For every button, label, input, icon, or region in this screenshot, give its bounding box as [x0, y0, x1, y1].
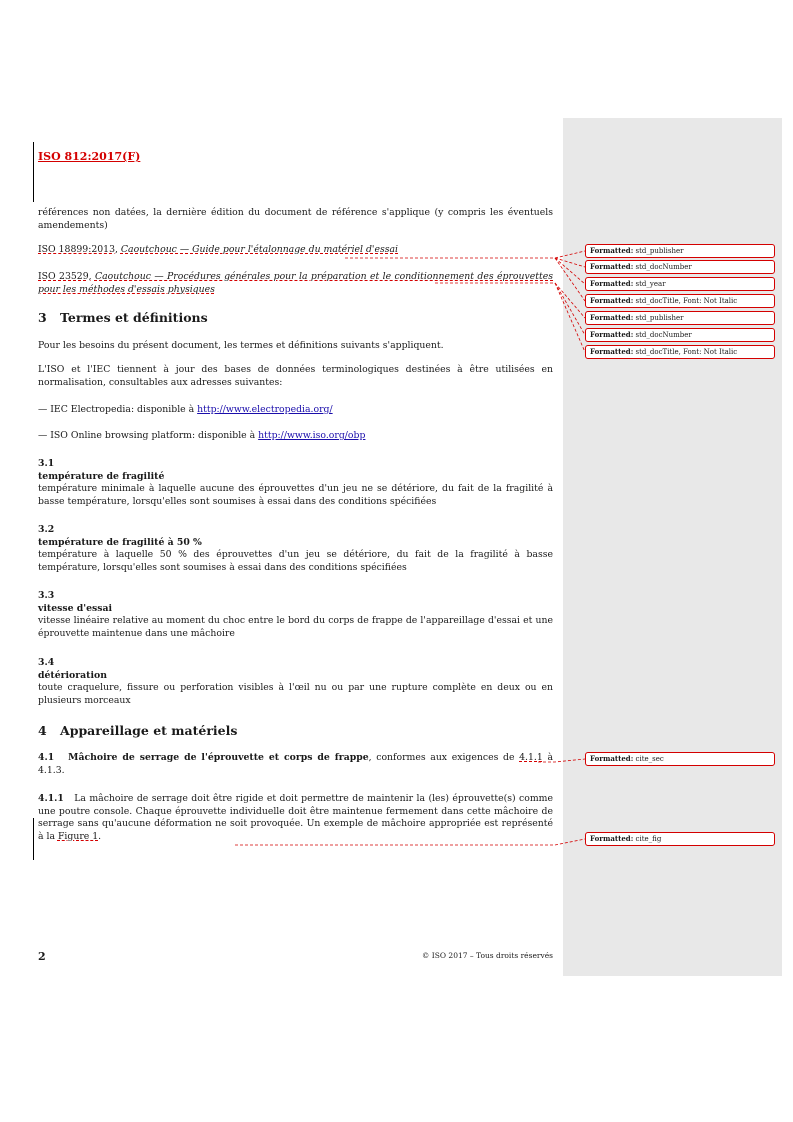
- clause-4-1: [38, 752, 553, 777]
- section-3-title: Termes et définitions: [60, 310, 208, 325]
- term-definition: température minimale à laquelle aucune des éprouvettes d'un jeu ne se détériore, du fait de la fragilité à basse température, lorsqu'elles sont soumises à essai dans des conditions spécifiées: [38, 483, 553, 507]
- term-name: vitesse d'essai: [38, 602, 113, 614]
- bullet-electropedia-text: — IEC Electropedia: disponible à: [38, 404, 198, 415]
- comment-box[interactable]: [585, 311, 775, 325]
- term-name: température de fragilité à 50 %: [38, 536, 202, 548]
- comment-label: Formatted:: [590, 347, 634, 356]
- term-3-1: [38, 458, 553, 508]
- comment-label: Formatted:: [590, 313, 634, 322]
- clause-4-1-1-number: 4.1.1: [38, 793, 64, 804]
- section-4-title: Appareillage et matériels: [60, 723, 238, 738]
- electropedia-link[interactable]: http://www.electropedia.org/: [197, 404, 333, 415]
- clause-4-1-title: Mâchoire de serrage de l'éprouvette et corps de frappe: [68, 752, 369, 763]
- section-3-paragraph-1: Pour les besoins du présent document, les termes et définitions suivants s'appliquent.: [38, 340, 444, 351]
- intro-paragraph: références non datées, la dernière édition du document de référence s'applique (y compris les éventuels amendements): [38, 207, 553, 231]
- clause-4-1-1: [38, 793, 553, 843]
- comment-label: Formatted:: [590, 279, 634, 288]
- term-number: 3.4: [38, 657, 55, 668]
- figure-reference: Figure 1: [57, 830, 99, 842]
- comment-value: cite_sec: [635, 755, 664, 763]
- comment-box[interactable]: [585, 294, 775, 308]
- reference-iso-18899: [38, 244, 553, 257]
- clause-4-1-reference: 4.1.1: [519, 752, 543, 763]
- ref2-number: ISO 23529,: [38, 271, 92, 282]
- comment-box[interactable]: [585, 328, 775, 342]
- comment-label: Formatted:: [590, 754, 634, 763]
- comment-label: Formatted:: [590, 330, 634, 339]
- term-3-2: [38, 524, 553, 574]
- section-4-heading: [38, 723, 237, 738]
- ref1-number: ISO 18899:2013,: [38, 244, 118, 255]
- comment-value: std_docNumber: [635, 263, 692, 271]
- comment-value: std_docNumber: [635, 331, 692, 339]
- comment-label: Formatted:: [590, 296, 634, 305]
- term-definition: température à laquelle 50 % des éprouvettes d'un jeu se détériore, du fait de la fragilité à basse température, lorsqu'elles sont soumises à essai dans des conditions spécifiées: [38, 549, 553, 573]
- section-3-number: 3: [38, 310, 47, 325]
- comment-value: std_year: [635, 280, 666, 288]
- term-name: température de fragilité: [38, 470, 165, 482]
- clause-4-1-1-end: .: [98, 830, 102, 842]
- section-3-heading: [38, 310, 208, 325]
- comment-value: std_publisher: [635, 247, 684, 255]
- term-definition: toute craquelure, fissure ou perforation visibles à l'œil nu ou par une rupture complète en deux ou en plusieurs morceaux: [38, 682, 553, 706]
- comment-box[interactable]: [585, 244, 775, 258]
- comment-box[interactable]: [585, 832, 775, 846]
- comment-box[interactable]: [585, 752, 775, 766]
- document-id-header: ISO 812:2017(F): [38, 150, 141, 163]
- comment-value: cite_fig: [635, 835, 662, 843]
- change-bar: [33, 142, 34, 202]
- bullet-electropedia: [38, 404, 553, 417]
- term-name: détérioration: [38, 669, 107, 681]
- bullet-iso-obp: [38, 430, 553, 443]
- comment-label: Formatted:: [590, 246, 634, 255]
- ref2-title: Caoutchouc — Procédures générales pour la préparation et le conditionnement des éprouvettes pour les méthodes d'essais physiques: [38, 271, 553, 295]
- term-3-3: [38, 590, 553, 640]
- term-3-4: [38, 657, 553, 707]
- comment-value: std_publisher: [635, 314, 684, 322]
- comment-box[interactable]: [585, 260, 775, 274]
- ref1-title: Caoutchouc — Guide pour l'étalonnage du matériel d'essai: [120, 244, 399, 255]
- comment-label: Formatted:: [590, 834, 634, 843]
- clause-4-1-text: , conformes aux exigences de: [368, 752, 520, 763]
- clause-4-1-tail: à 4.1.3.: [38, 752, 553, 776]
- clause-4-1-number: 4.1: [38, 752, 55, 763]
- section-4-number: 4: [38, 723, 47, 738]
- term-number: 3.2: [38, 524, 55, 535]
- bullet-iso-obp-text: — ISO Online browsing platform: disponible à: [38, 430, 259, 441]
- term-number: 3.1: [38, 458, 55, 469]
- page-number: 2: [38, 950, 46, 963]
- copyright-notice: © ISO 2017 – Tous droits réservés: [421, 951, 553, 960]
- iso-obp-link[interactable]: http://www.iso.org/obp: [258, 430, 366, 441]
- change-bar: [33, 818, 34, 860]
- comment-value: std_docTitle, Font: Not Italic: [635, 297, 738, 305]
- section-3-paragraph-2: L'ISO et l'IEC tiennent à jour des bases de données terminologiques destinées à être utilisées en normalisation, consultables aux adresses suivantes:: [38, 364, 553, 388]
- comment-label: Formatted:: [590, 262, 634, 271]
- term-definition: vitesse linéaire relative au moment du choc entre le bord du corps de frappe de l'appareillage d'essai et une éprouvette maintenue dans une mâchoire: [38, 615, 553, 639]
- clause-4-1-1-text: La mâchoire de serrage doit être rigide et doit permettre de maintenir la (les) éprouvette(s) comme une poutre console. Chaque éprouvette individuelle doit être maintenue fermement dans cette mâchoire de serrage sans qu'aucune déformation ne soit provoquée. Un exemple de mâchoire appropriée est représenté à la: [38, 793, 553, 842]
- comment-box[interactable]: [585, 345, 775, 359]
- reference-iso-23529: [38, 271, 553, 296]
- comment-box[interactable]: [585, 277, 775, 291]
- comment-value: std_docTitle, Font: Not Italic: [635, 348, 738, 356]
- term-number: 3.3: [38, 590, 55, 601]
